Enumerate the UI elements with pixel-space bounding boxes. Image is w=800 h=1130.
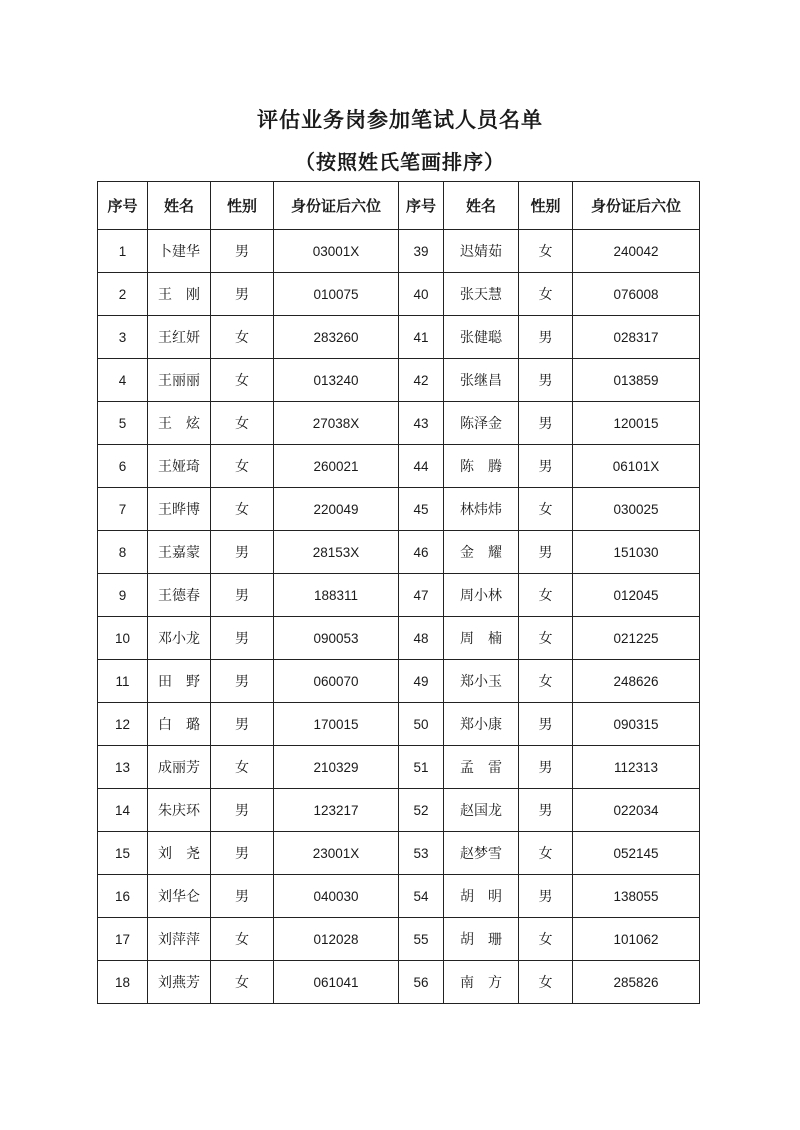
id-suffix-cell-left: 210329 (274, 746, 399, 789)
id-suffix-cell-right: 101062 (573, 918, 700, 961)
id-suffix-cell-left: 010075 (274, 273, 399, 316)
gender-cell-left: 女 (211, 402, 274, 445)
header-seq-right: 序号 (399, 182, 444, 230)
name-cell-left: 白 璐 (148, 703, 211, 746)
gender-cell-left: 女 (211, 961, 274, 1004)
table-row (98, 617, 700, 660)
id-suffix-cell-right: 076008 (573, 273, 700, 316)
gender-cell-right: 男 (519, 703, 573, 746)
gender-cell-right: 女 (519, 488, 573, 531)
gender-cell-right: 女 (519, 660, 573, 703)
id-suffix-cell-right: 030025 (573, 488, 700, 531)
seq-cell-right: 44 (399, 445, 444, 488)
seq-cell-left: 1 (98, 230, 148, 273)
name-cell-left: 刘华仑 (148, 875, 211, 918)
table-row (98, 445, 700, 488)
seq-cell-right: 53 (399, 832, 444, 875)
seq-cell-left: 15 (98, 832, 148, 875)
id-suffix-cell-right: 012045 (573, 574, 700, 617)
name-cell-right: 孟 雷 (444, 746, 519, 789)
gender-cell-left: 男 (211, 531, 274, 574)
gender-cell-right: 女 (519, 918, 573, 961)
gender-cell-left: 女 (211, 746, 274, 789)
table-header-row (98, 182, 700, 230)
gender-cell-right: 男 (519, 875, 573, 918)
table-row (98, 789, 700, 832)
id-suffix-cell-left: 28153X (274, 531, 399, 574)
table-row (98, 832, 700, 875)
seq-cell-left: 14 (98, 789, 148, 832)
id-suffix-cell-left: 123217 (274, 789, 399, 832)
candidate-table (97, 181, 700, 1004)
seq-cell-left: 5 (98, 402, 148, 445)
table-row (98, 230, 700, 273)
seq-cell-left: 8 (98, 531, 148, 574)
seq-cell-right: 42 (399, 359, 444, 402)
seq-cell-left: 12 (98, 703, 148, 746)
gender-cell-right: 男 (519, 316, 573, 359)
gender-cell-left: 男 (211, 832, 274, 875)
id-suffix-cell-right: 022034 (573, 789, 700, 832)
gender-cell-right: 女 (519, 617, 573, 660)
seq-cell-right: 48 (399, 617, 444, 660)
id-suffix-cell-right: 013859 (573, 359, 700, 402)
seq-cell-right: 41 (399, 316, 444, 359)
table-row (98, 961, 700, 1004)
page-title: 评估业务岗参加笔试人员名单 (257, 107, 543, 132)
table-row (98, 875, 700, 918)
seq-cell-left: 17 (98, 918, 148, 961)
gender-cell-right: 女 (519, 230, 573, 273)
seq-cell-left: 11 (98, 660, 148, 703)
id-suffix-cell-left: 061041 (274, 961, 399, 1004)
table-row (98, 488, 700, 531)
seq-cell-right: 52 (399, 789, 444, 832)
name-cell-right: 张继昌 (444, 359, 519, 402)
name-cell-right: 张健聪 (444, 316, 519, 359)
id-suffix-cell-right: 151030 (573, 531, 700, 574)
header-name-left: 姓名 (148, 182, 211, 230)
header-id-right: 身份证后六位 (573, 182, 700, 230)
name-cell-left: 王 刚 (148, 273, 211, 316)
seq-cell-left: 9 (98, 574, 148, 617)
id-suffix-cell-left: 283260 (274, 316, 399, 359)
id-suffix-cell-left: 040030 (274, 875, 399, 918)
name-cell-right: 胡 明 (444, 875, 519, 918)
table-row (98, 703, 700, 746)
name-cell-right: 周 楠 (444, 617, 519, 660)
seq-cell-left: 10 (98, 617, 148, 660)
gender-cell-right: 男 (519, 445, 573, 488)
seq-cell-right: 55 (399, 918, 444, 961)
name-cell-right: 陈 腾 (444, 445, 519, 488)
table-row (98, 918, 700, 961)
id-suffix-cell-left: 012028 (274, 918, 399, 961)
seq-cell-left: 6 (98, 445, 148, 488)
seq-cell-left: 4 (98, 359, 148, 402)
id-suffix-cell-left: 170015 (274, 703, 399, 746)
gender-cell-left: 男 (211, 230, 274, 273)
seq-cell-right: 46 (399, 531, 444, 574)
name-cell-left: 王丽丽 (148, 359, 211, 402)
name-cell-right: 南 方 (444, 961, 519, 1004)
gender-cell-right: 男 (519, 789, 573, 832)
name-cell-right: 郑小康 (444, 703, 519, 746)
table-row (98, 660, 700, 703)
seq-cell-right: 56 (399, 961, 444, 1004)
seq-cell-left: 18 (98, 961, 148, 1004)
header-gender-right: 性别 (519, 182, 573, 230)
name-cell-right: 迟婧茹 (444, 230, 519, 273)
seq-cell-right: 45 (399, 488, 444, 531)
gender-cell-left: 男 (211, 574, 274, 617)
seq-cell-left: 13 (98, 746, 148, 789)
id-suffix-cell-left: 188311 (274, 574, 399, 617)
name-cell-right: 胡 珊 (444, 918, 519, 961)
name-cell-left: 田 野 (148, 660, 211, 703)
gender-cell-right: 女 (519, 832, 573, 875)
table-row (98, 746, 700, 789)
name-cell-right: 赵梦雪 (444, 832, 519, 875)
name-cell-left: 王 炫 (148, 402, 211, 445)
gender-cell-left: 女 (211, 359, 274, 402)
id-suffix-cell-right: 240042 (573, 230, 700, 273)
seq-cell-left: 2 (98, 273, 148, 316)
gender-cell-left: 女 (211, 918, 274, 961)
name-cell-left: 卜建华 (148, 230, 211, 273)
gender-cell-right: 男 (519, 359, 573, 402)
name-cell-right: 张天慧 (444, 273, 519, 316)
gender-cell-right: 男 (519, 402, 573, 445)
gender-cell-left: 男 (211, 273, 274, 316)
seq-cell-left: 7 (98, 488, 148, 531)
id-suffix-cell-left: 03001X (274, 230, 399, 273)
gender-cell-right: 男 (519, 746, 573, 789)
name-cell-right: 陈泽金 (444, 402, 519, 445)
name-cell-right: 郑小玉 (444, 660, 519, 703)
gender-cell-left: 女 (211, 488, 274, 531)
gender-cell-right: 女 (519, 273, 573, 316)
name-cell-left: 王晔博 (148, 488, 211, 531)
id-suffix-cell-right: 028317 (573, 316, 700, 359)
id-suffix-cell-left: 090053 (274, 617, 399, 660)
name-cell-left: 王娅琦 (148, 445, 211, 488)
name-cell-left: 刘 尧 (148, 832, 211, 875)
id-suffix-cell-left: 220049 (274, 488, 399, 531)
id-suffix-cell-right: 248626 (573, 660, 700, 703)
id-suffix-cell-right: 090315 (573, 703, 700, 746)
page-subtitle: （按照姓氏笔画排序） (295, 150, 505, 174)
gender-cell-left: 女 (211, 316, 274, 359)
name-cell-left: 王红妍 (148, 316, 211, 359)
table-row (98, 402, 700, 445)
table-row (98, 574, 700, 617)
seq-cell-right: 47 (399, 574, 444, 617)
name-cell-right: 周小林 (444, 574, 519, 617)
header-name-right: 姓名 (444, 182, 519, 230)
gender-cell-left: 男 (211, 617, 274, 660)
seq-cell-right: 40 (399, 273, 444, 316)
name-cell-left: 王德春 (148, 574, 211, 617)
seq-cell-left: 3 (98, 316, 148, 359)
id-suffix-cell-left: 23001X (274, 832, 399, 875)
id-suffix-cell-left: 060070 (274, 660, 399, 703)
gender-cell-left: 男 (211, 789, 274, 832)
name-cell-left: 王嘉蒙 (148, 531, 211, 574)
name-cell-left: 成丽芳 (148, 746, 211, 789)
id-suffix-cell-left: 27038X (274, 402, 399, 445)
table-row (98, 273, 700, 316)
seq-cell-right: 50 (399, 703, 444, 746)
seq-cell-right: 39 (399, 230, 444, 273)
gender-cell-left: 女 (211, 445, 274, 488)
id-suffix-cell-right: 052145 (573, 832, 700, 875)
id-suffix-cell-left: 013240 (274, 359, 399, 402)
gender-cell-right: 男 (519, 531, 573, 574)
gender-cell-left: 男 (211, 660, 274, 703)
name-cell-right: 金 耀 (444, 531, 519, 574)
name-cell-left: 刘萍萍 (148, 918, 211, 961)
seq-cell-right: 51 (399, 746, 444, 789)
gender-cell-right: 女 (519, 961, 573, 1004)
table-row (98, 316, 700, 359)
header-seq-left: 序号 (98, 182, 148, 230)
id-suffix-cell-right: 285826 (573, 961, 700, 1004)
table-row (98, 359, 700, 402)
seq-cell-right: 54 (399, 875, 444, 918)
id-suffix-cell-right: 021225 (573, 617, 700, 660)
table-body (98, 230, 700, 1004)
id-suffix-cell-right: 138055 (573, 875, 700, 918)
table-row (98, 531, 700, 574)
name-cell-left: 刘燕芳 (148, 961, 211, 1004)
name-cell-left: 邓小龙 (148, 617, 211, 660)
gender-cell-left: 男 (211, 703, 274, 746)
seq-cell-left: 16 (98, 875, 148, 918)
gender-cell-left: 男 (211, 875, 274, 918)
seq-cell-right: 49 (399, 660, 444, 703)
gender-cell-right: 女 (519, 574, 573, 617)
header-gender-left: 性别 (211, 182, 274, 230)
name-cell-right: 林炜炜 (444, 488, 519, 531)
name-cell-left: 朱庆环 (148, 789, 211, 832)
id-suffix-cell-left: 260021 (274, 445, 399, 488)
seq-cell-right: 43 (399, 402, 444, 445)
id-suffix-cell-right: 112313 (573, 746, 700, 789)
id-suffix-cell-right: 120015 (573, 402, 700, 445)
header-id-left: 身份证后六位 (274, 182, 399, 230)
name-cell-right: 赵国龙 (444, 789, 519, 832)
id-suffix-cell-right: 06101X (573, 445, 700, 488)
